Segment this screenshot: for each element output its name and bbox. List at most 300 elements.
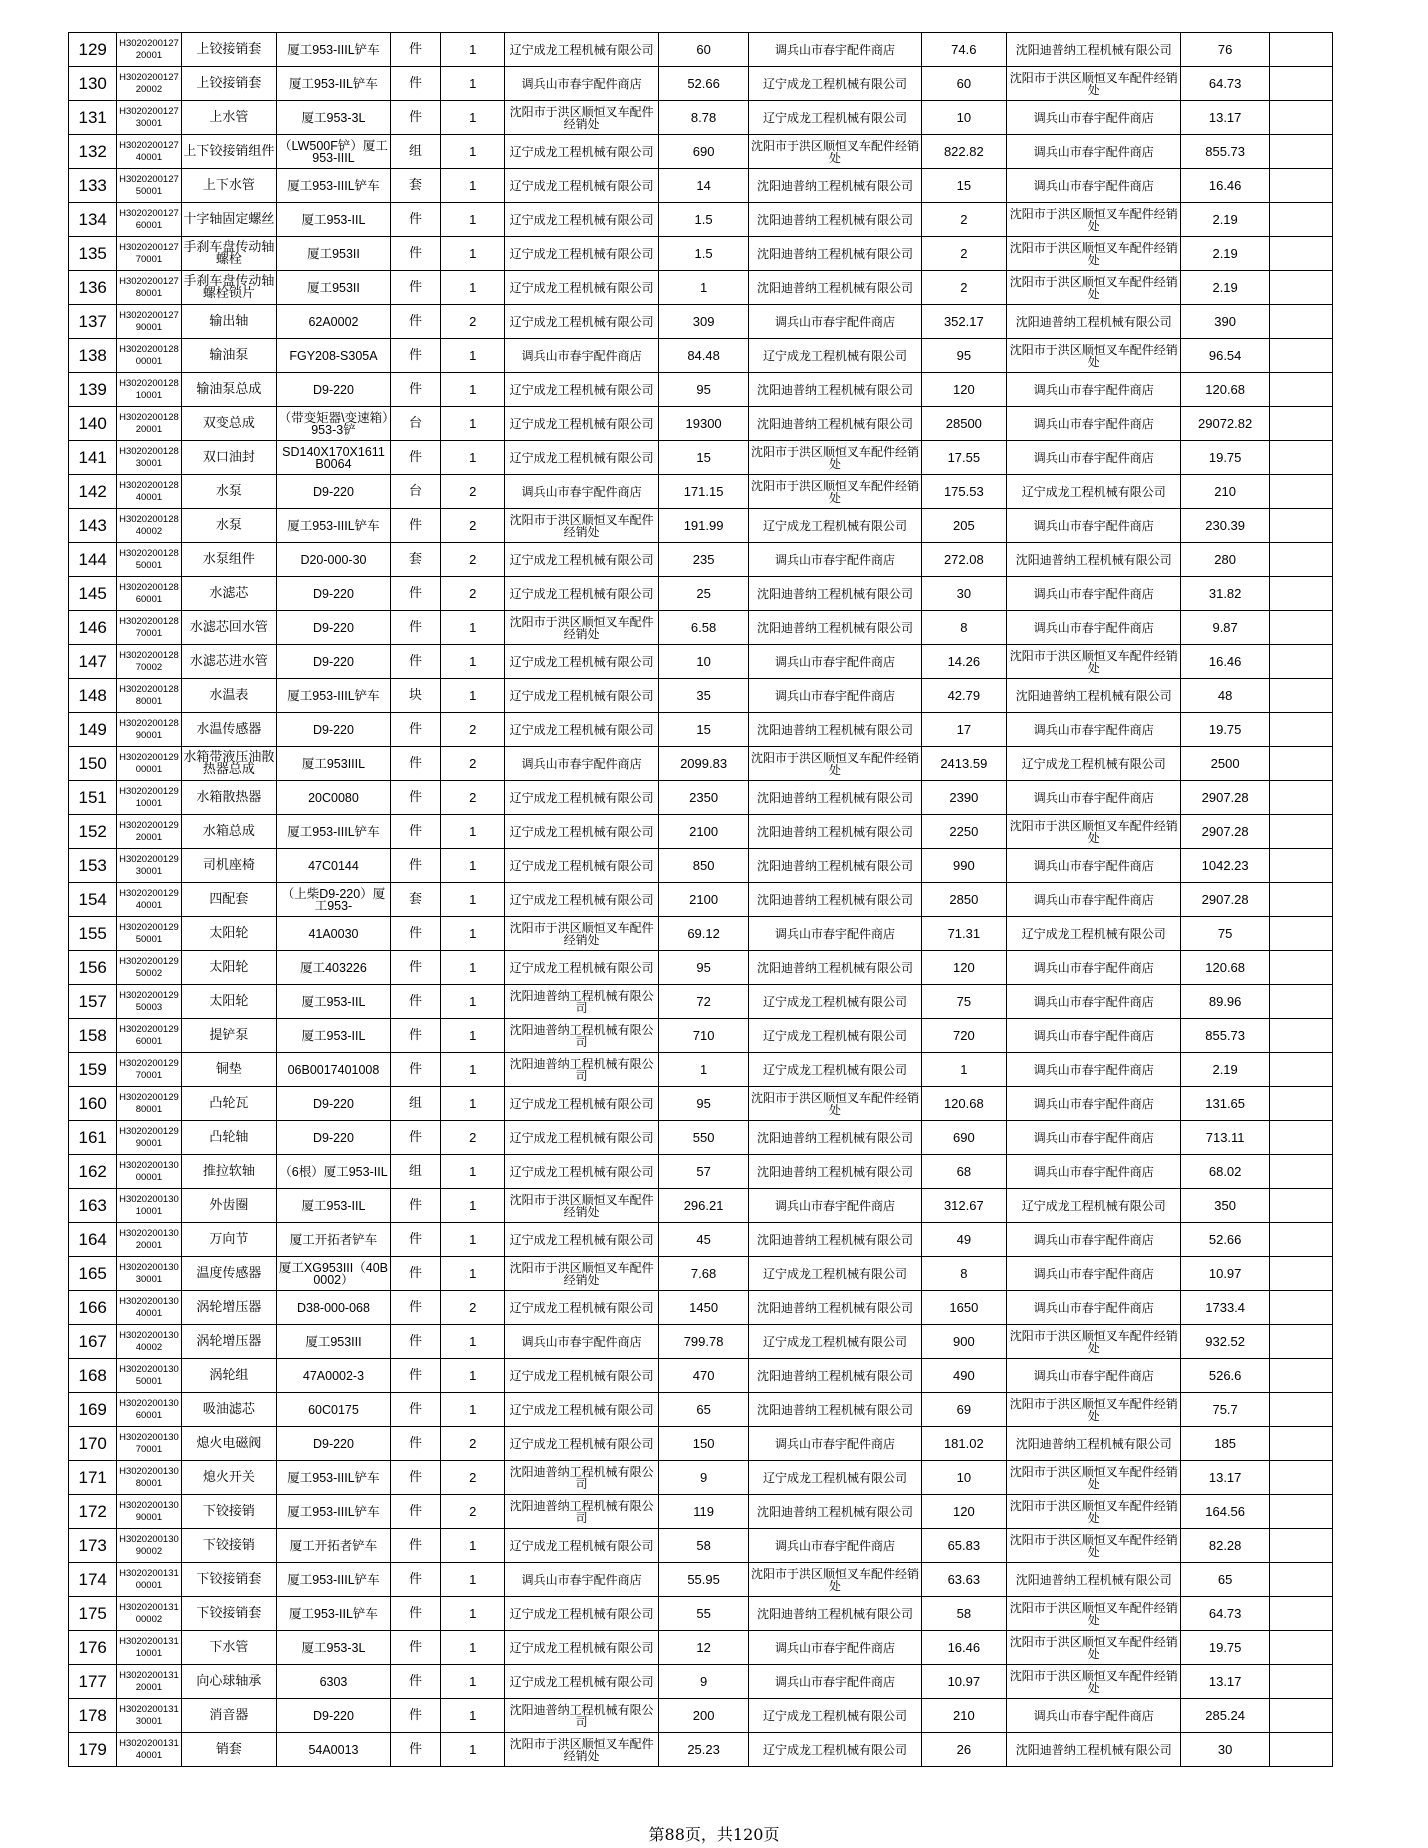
supplier-2-cell: 沈阳市于洪区顺恒叉车配件经销处 xyxy=(749,747,921,781)
supplier-1-cell: 沈阳市于洪区顺恒叉车配件经销处 xyxy=(505,611,659,645)
table-row xyxy=(69,475,1333,509)
price-3-cell: 230.39 xyxy=(1181,509,1269,543)
supplier-2-cell: 辽宁成龙工程机械有限公司 xyxy=(749,985,921,1019)
price-2-cell: 352.17 xyxy=(921,305,1006,339)
table-row xyxy=(69,1461,1333,1495)
part-name-cell: 上铰接销套 xyxy=(181,67,277,101)
supplier-1-cell: 辽宁成龙工程机械有限公司 xyxy=(505,951,659,985)
part-name-cell: 四配套 xyxy=(181,883,277,917)
row-number-cell: 138 xyxy=(69,339,117,373)
unit-cell: 套 xyxy=(390,169,440,203)
supplier-1-cell: 调兵山市春宇配件商店 xyxy=(505,339,659,373)
supplier-3-cell: 调兵山市春宇配件商店 xyxy=(1006,1359,1181,1393)
item-code-cell: H302020012950001 xyxy=(117,917,181,951)
price-3-cell: 120.68 xyxy=(1181,951,1269,985)
supplier-3-cell: 沈阳迪普纳工程机械有限公司 xyxy=(1006,679,1181,713)
row-number-cell: 143 xyxy=(69,509,117,543)
supplier-1-cell: 辽宁成龙工程机械有限公司 xyxy=(505,33,659,67)
table-row xyxy=(69,951,1333,985)
remarks-cell xyxy=(1269,339,1332,373)
price-2-cell: 14.26 xyxy=(921,645,1006,679)
supplier-3-cell: 调兵山市春宇配件商店 xyxy=(1006,1087,1181,1121)
table-row xyxy=(69,203,1333,237)
price-3-cell: 131.65 xyxy=(1181,1087,1269,1121)
part-name-cell: 涡轮增压器 xyxy=(181,1291,277,1325)
price-1-cell: 171.15 xyxy=(658,475,748,509)
row-number-cell: 141 xyxy=(69,441,117,475)
supplier-1-cell: 调兵山市春宇配件商店 xyxy=(505,1563,659,1597)
quantity-cell: 1 xyxy=(441,373,505,407)
model-spec-cell: 6303 xyxy=(277,1665,391,1699)
table-row xyxy=(69,1733,1333,1767)
price-1-cell: 25 xyxy=(658,577,748,611)
price-1-cell: 150 xyxy=(658,1427,748,1461)
part-name-cell: 下铰接销 xyxy=(181,1495,277,1529)
quantity-cell: 1 xyxy=(441,203,505,237)
row-number-cell: 147 xyxy=(69,645,117,679)
part-name-cell: 太阳轮 xyxy=(181,917,277,951)
supplier-1-cell: 辽宁成龙工程机械有限公司 xyxy=(505,1665,659,1699)
row-number-cell: 134 xyxy=(69,203,117,237)
supplier-2-cell: 调兵山市春宇配件商店 xyxy=(749,679,921,713)
price-1-cell: 15 xyxy=(658,441,748,475)
part-name-cell: 提铲泵 xyxy=(181,1019,277,1053)
supplier-2-cell: 辽宁成龙工程机械有限公司 xyxy=(749,1257,921,1291)
price-3-cell: 19.75 xyxy=(1181,441,1269,475)
price-2-cell: 15 xyxy=(921,169,1006,203)
supplier-2-cell: 辽宁成龙工程机械有限公司 xyxy=(749,1461,921,1495)
model-spec-cell: 厦工953-IIIL铲车 xyxy=(277,33,391,67)
price-2-cell: 120.68 xyxy=(921,1087,1006,1121)
part-name-cell: 上铰接销套 xyxy=(181,33,277,67)
table-row xyxy=(69,169,1333,203)
model-spec-cell: 厦工XG953III（40B0002） xyxy=(277,1257,391,1291)
part-name-cell: 下铰接销套 xyxy=(181,1563,277,1597)
table-row xyxy=(69,407,1333,441)
supplier-2-cell: 调兵山市春宇配件商店 xyxy=(749,1665,921,1699)
price-3-cell: 855.73 xyxy=(1181,1019,1269,1053)
supplier-3-cell: 调兵山市春宇配件商店 xyxy=(1006,169,1181,203)
price-2-cell: 1650 xyxy=(921,1291,1006,1325)
unit-cell: 件 xyxy=(390,985,440,1019)
supplier-3-cell: 沈阳迪普纳工程机械有限公司 xyxy=(1006,1563,1181,1597)
quantity-cell: 1 xyxy=(441,1053,505,1087)
supplier-1-cell: 辽宁成龙工程机械有限公司 xyxy=(505,1087,659,1121)
supplier-3-cell: 沈阳市于洪区顺恒叉车配件经销处 xyxy=(1006,339,1181,373)
price-2-cell: 95 xyxy=(921,339,1006,373)
quantity-cell: 1 xyxy=(441,1359,505,1393)
row-number-cell: 156 xyxy=(69,951,117,985)
model-spec-cell: 厦工953-3L xyxy=(277,1631,391,1665)
table-row xyxy=(69,1053,1333,1087)
price-2-cell: 60 xyxy=(921,67,1006,101)
model-spec-cell: 厦工403226 xyxy=(277,951,391,985)
model-spec-cell: 厦工953II xyxy=(277,271,391,305)
part-name-cell: 水滤芯回水管 xyxy=(181,611,277,645)
part-name-cell: 双口油封 xyxy=(181,441,277,475)
row-number-cell: 177 xyxy=(69,1665,117,1699)
remarks-cell xyxy=(1269,1189,1332,1223)
model-spec-cell: （上柴D9-220）厦工953- xyxy=(277,883,391,917)
price-2-cell: 990 xyxy=(921,849,1006,883)
price-1-cell: 14 xyxy=(658,169,748,203)
price-1-cell: 7.68 xyxy=(658,1257,748,1291)
part-name-cell: 熄火电磁阀 xyxy=(181,1427,277,1461)
price-2-cell: 120 xyxy=(921,1495,1006,1529)
unit-cell: 件 xyxy=(390,1699,440,1733)
item-code-cell: H302020012740001 xyxy=(117,135,181,169)
row-number-cell: 149 xyxy=(69,713,117,747)
price-3-cell: 932.52 xyxy=(1181,1325,1269,1359)
table-row xyxy=(69,1325,1333,1359)
remarks-cell xyxy=(1269,1631,1332,1665)
part-name-cell: 温度传感器 xyxy=(181,1257,277,1291)
quantity-cell: 1 xyxy=(441,1393,505,1427)
price-2-cell: 2250 xyxy=(921,815,1006,849)
supplier-2-cell: 调兵山市春宇配件商店 xyxy=(749,305,921,339)
remarks-cell xyxy=(1269,1257,1332,1291)
row-number-cell: 133 xyxy=(69,169,117,203)
supplier-1-cell: 辽宁成龙工程机械有限公司 xyxy=(505,543,659,577)
remarks-cell xyxy=(1269,611,1332,645)
item-code-cell: H302020012960001 xyxy=(117,1019,181,1053)
price-2-cell: 17.55 xyxy=(921,441,1006,475)
supplier-3-cell: 调兵山市春宇配件商店 xyxy=(1006,407,1181,441)
price-1-cell: 25.23 xyxy=(658,1733,748,1767)
supplier-3-cell: 沈阳市于洪区顺恒叉车配件经销处 xyxy=(1006,1495,1181,1529)
supplier-2-cell: 沈阳迪普纳工程机械有限公司 xyxy=(749,849,921,883)
footer-suffix: 页 xyxy=(763,1825,780,1844)
part-name-cell: 下铰接销 xyxy=(181,1529,277,1563)
supplier-2-cell: 辽宁成龙工程机械有限公司 xyxy=(749,67,921,101)
supplier-3-cell: 沈阳市于洪区顺恒叉车配件经销处 xyxy=(1006,815,1181,849)
row-number-cell: 132 xyxy=(69,135,117,169)
supplier-3-cell: 调兵山市春宇配件商店 xyxy=(1006,713,1181,747)
supplier-1-cell: 辽宁成龙工程机械有限公司 xyxy=(505,713,659,747)
part-name-cell: 上下铰接销组件 xyxy=(181,135,277,169)
quantity-cell: 2 xyxy=(441,1121,505,1155)
supplier-2-cell: 辽宁成龙工程机械有限公司 xyxy=(749,101,921,135)
part-name-cell: 万向节 xyxy=(181,1223,277,1257)
item-code-cell: H302020012900001 xyxy=(117,747,181,781)
table-row xyxy=(69,101,1333,135)
price-1-cell: 119 xyxy=(658,1495,748,1529)
supplier-1-cell: 辽宁成龙工程机械有限公司 xyxy=(505,577,659,611)
remarks-cell xyxy=(1269,441,1332,475)
model-spec-cell: （6根）厦工953-IIL xyxy=(277,1155,391,1189)
unit-cell: 台 xyxy=(390,475,440,509)
item-code-cell: H302020012890001 xyxy=(117,713,181,747)
row-number-cell: 148 xyxy=(69,679,117,713)
price-1-cell: 19300 xyxy=(658,407,748,441)
quantity-cell: 1 xyxy=(441,1155,505,1189)
remarks-cell xyxy=(1269,1427,1332,1461)
quantity-cell: 1 xyxy=(441,1529,505,1563)
price-3-cell: 2.19 xyxy=(1181,271,1269,305)
supplier-2-cell: 沈阳市于洪区顺恒叉车配件经销处 xyxy=(749,1563,921,1597)
table-row xyxy=(69,679,1333,713)
supplier-3-cell: 沈阳市于洪区顺恒叉车配件经销处 xyxy=(1006,1461,1181,1495)
unit-cell: 件 xyxy=(390,1393,440,1427)
row-number-cell: 168 xyxy=(69,1359,117,1393)
item-code-cell: H302020012920001 xyxy=(117,815,181,849)
price-1-cell: 690 xyxy=(658,135,748,169)
price-1-cell: 84.48 xyxy=(658,339,748,373)
row-number-cell: 137 xyxy=(69,305,117,339)
remarks-cell xyxy=(1269,577,1332,611)
quantity-cell: 2 xyxy=(441,509,505,543)
item-code-cell: H302020012970001 xyxy=(117,1053,181,1087)
supplier-3-cell: 沈阳市于洪区顺恒叉车配件经销处 xyxy=(1006,237,1181,271)
item-code-cell: H302020012780001 xyxy=(117,271,181,305)
price-1-cell: 2100 xyxy=(658,815,748,849)
supplier-2-cell: 调兵山市春宇配件商店 xyxy=(749,33,921,67)
model-spec-cell: 厦工953-IIL铲车 xyxy=(277,67,391,101)
model-spec-cell: 厦工953-IIIL铲车 xyxy=(277,1495,391,1529)
unit-cell: 件 xyxy=(390,237,440,271)
supplier-2-cell: 沈阳迪普纳工程机械有限公司 xyxy=(749,373,921,407)
model-spec-cell: 厦工953-IIIL铲车 xyxy=(277,1461,391,1495)
item-code-cell: H302020012950003 xyxy=(117,985,181,1019)
part-name-cell: 外齿圈 xyxy=(181,1189,277,1223)
supplier-1-cell: 调兵山市春宇配件商店 xyxy=(505,67,659,101)
row-number-cell: 154 xyxy=(69,883,117,917)
quantity-cell: 1 xyxy=(441,883,505,917)
price-3-cell: 65 xyxy=(1181,1563,1269,1597)
price-2-cell: 205 xyxy=(921,509,1006,543)
price-2-cell: 30 xyxy=(921,577,1006,611)
price-2-cell: 42.79 xyxy=(921,679,1006,713)
remarks-cell xyxy=(1269,1155,1332,1189)
table-row xyxy=(69,441,1333,475)
row-number-cell: 172 xyxy=(69,1495,117,1529)
supplier-2-cell: 沈阳市于洪区顺恒叉车配件经销处 xyxy=(749,1087,921,1121)
supplier-1-cell: 辽宁成龙工程机械有限公司 xyxy=(505,135,659,169)
model-spec-cell: SD140X170X1611B0064 xyxy=(277,441,391,475)
price-1-cell: 470 xyxy=(658,1359,748,1393)
item-code-cell: H302020012910001 xyxy=(117,781,181,815)
price-2-cell: 63.63 xyxy=(921,1563,1006,1597)
price-3-cell: 713.11 xyxy=(1181,1121,1269,1155)
remarks-cell xyxy=(1269,1359,1332,1393)
price-1-cell: 60 xyxy=(658,33,748,67)
part-name-cell: 熄火开关 xyxy=(181,1461,277,1495)
row-number-cell: 160 xyxy=(69,1087,117,1121)
supplier-3-cell: 沈阳市于洪区顺恒叉车配件经销处 xyxy=(1006,1631,1181,1665)
supplier-1-cell: 沈阳市于洪区顺恒叉车配件经销处 xyxy=(505,101,659,135)
unit-cell: 件 xyxy=(390,1359,440,1393)
unit-cell: 件 xyxy=(390,917,440,951)
remarks-cell xyxy=(1269,1665,1332,1699)
unit-cell: 件 xyxy=(390,101,440,135)
unit-cell: 件 xyxy=(390,305,440,339)
row-number-cell: 159 xyxy=(69,1053,117,1087)
price-3-cell: 2907.28 xyxy=(1181,781,1269,815)
price-3-cell: 1042.23 xyxy=(1181,849,1269,883)
remarks-cell xyxy=(1269,747,1332,781)
item-code-cell: H302020013130001 xyxy=(117,1699,181,1733)
table-row xyxy=(69,1427,1333,1461)
supplier-2-cell: 沈阳迪普纳工程机械有限公司 xyxy=(749,611,921,645)
row-number-cell: 136 xyxy=(69,271,117,305)
price-2-cell: 1 xyxy=(921,1053,1006,1087)
supplier-3-cell: 沈阳市于洪区顺恒叉车配件经销处 xyxy=(1006,1665,1181,1699)
quantity-cell: 1 xyxy=(441,407,505,441)
unit-cell: 件 xyxy=(390,373,440,407)
supplier-1-cell: 辽宁成龙工程机械有限公司 xyxy=(505,407,659,441)
quantity-cell: 1 xyxy=(441,1563,505,1597)
price-1-cell: 58 xyxy=(658,1529,748,1563)
supplier-1-cell: 辽宁成龙工程机械有限公司 xyxy=(505,271,659,305)
item-code-cell: H302020012750001 xyxy=(117,169,181,203)
model-spec-cell: 54A0013 xyxy=(277,1733,391,1767)
supplier-1-cell: 辽宁成龙工程机械有限公司 xyxy=(505,781,659,815)
quantity-cell: 2 xyxy=(441,577,505,611)
supplier-3-cell: 沈阳市于洪区顺恒叉车配件经销处 xyxy=(1006,1529,1181,1563)
price-2-cell: 10 xyxy=(921,1461,1006,1495)
supplier-3-cell: 调兵山市春宇配件商店 xyxy=(1006,883,1181,917)
part-name-cell: 水滤芯 xyxy=(181,577,277,611)
remarks-cell xyxy=(1269,1325,1332,1359)
item-code-cell: H302020012870001 xyxy=(117,611,181,645)
footer-page-number: 88 xyxy=(664,1825,685,1844)
model-spec-cell: 厦工953III xyxy=(277,1325,391,1359)
table-row xyxy=(69,1087,1333,1121)
supplier-3-cell: 沈阳迪普纳工程机械有限公司 xyxy=(1006,305,1181,339)
supplier-3-cell: 调兵山市春宇配件商店 xyxy=(1006,1019,1181,1053)
row-number-cell: 178 xyxy=(69,1699,117,1733)
unit-cell: 件 xyxy=(390,509,440,543)
supplier-2-cell: 沈阳迪普纳工程机械有限公司 xyxy=(749,1393,921,1427)
supplier-1-cell: 沈阳市于洪区顺恒叉车配件经销处 xyxy=(505,1733,659,1767)
table-row xyxy=(69,1155,1333,1189)
remarks-cell xyxy=(1269,203,1332,237)
supplier-1-cell: 辽宁成龙工程机械有限公司 xyxy=(505,1121,659,1155)
price-3-cell: 16.46 xyxy=(1181,169,1269,203)
table-row xyxy=(69,509,1333,543)
supplier-2-cell: 沈阳市于洪区顺恒叉车配件经销处 xyxy=(749,441,921,475)
unit-cell: 件 xyxy=(390,1189,440,1223)
price-3-cell: 13.17 xyxy=(1181,1665,1269,1699)
row-number-cell: 163 xyxy=(69,1189,117,1223)
unit-cell: 件 xyxy=(390,203,440,237)
price-2-cell: 58 xyxy=(921,1597,1006,1631)
part-name-cell: 下铰接销套 xyxy=(181,1597,277,1631)
table-row xyxy=(69,33,1333,67)
quantity-cell: 1 xyxy=(441,1019,505,1053)
remarks-cell xyxy=(1269,475,1332,509)
part-name-cell: 凸轮轴 xyxy=(181,1121,277,1155)
supplier-1-cell: 辽宁成龙工程机械有限公司 xyxy=(505,815,659,849)
table-row xyxy=(69,305,1333,339)
supplier-3-cell: 沈阳市于洪区顺恒叉车配件经销处 xyxy=(1006,67,1181,101)
quantity-cell: 1 xyxy=(441,645,505,679)
page-footer xyxy=(0,1822,1428,1845)
unit-cell: 块 xyxy=(390,679,440,713)
price-2-cell: 2390 xyxy=(921,781,1006,815)
model-spec-cell: D38-000-068 xyxy=(277,1291,391,1325)
table-row xyxy=(69,1291,1333,1325)
table-row xyxy=(69,1699,1333,1733)
row-number-cell: 169 xyxy=(69,1393,117,1427)
supplier-2-cell: 沈阳迪普纳工程机械有限公司 xyxy=(749,1223,921,1257)
price-2-cell: 900 xyxy=(921,1325,1006,1359)
price-3-cell: 185 xyxy=(1181,1427,1269,1461)
item-code-cell: H302020013060001 xyxy=(117,1393,181,1427)
price-2-cell: 65.83 xyxy=(921,1529,1006,1563)
model-spec-cell: D9-220 xyxy=(277,1121,391,1155)
price-3-cell: 210 xyxy=(1181,475,1269,509)
supplier-1-cell: 调兵山市春宇配件商店 xyxy=(505,475,659,509)
price-3-cell: 1733.4 xyxy=(1181,1291,1269,1325)
unit-cell: 件 xyxy=(390,1427,440,1461)
price-3-cell: 31.82 xyxy=(1181,577,1269,611)
supplier-3-cell: 调兵山市春宇配件商店 xyxy=(1006,373,1181,407)
remarks-cell xyxy=(1269,169,1332,203)
item-code-cell: H302020012760001 xyxy=(117,203,181,237)
price-3-cell: 13.17 xyxy=(1181,101,1269,135)
item-code-cell: H302020013070001 xyxy=(117,1427,181,1461)
quantity-cell: 1 xyxy=(441,67,505,101)
supplier-2-cell: 沈阳迪普纳工程机械有限公司 xyxy=(749,1121,921,1155)
part-name-cell: 消音器 xyxy=(181,1699,277,1733)
table-row xyxy=(69,1563,1333,1597)
supplier-2-cell: 辽宁成龙工程机械有限公司 xyxy=(749,339,921,373)
item-code-cell: H302020012860001 xyxy=(117,577,181,611)
supplier-2-cell: 辽宁成龙工程机械有限公司 xyxy=(749,509,921,543)
remarks-cell xyxy=(1269,1019,1332,1053)
supplier-2-cell: 辽宁成龙工程机械有限公司 xyxy=(749,1019,921,1053)
price-3-cell: 82.28 xyxy=(1181,1529,1269,1563)
row-number-cell: 145 xyxy=(69,577,117,611)
quantity-cell: 1 xyxy=(441,1189,505,1223)
price-1-cell: 710 xyxy=(658,1019,748,1053)
supplier-2-cell: 沈阳市于洪区顺恒叉车配件经销处 xyxy=(749,135,921,169)
remarks-cell xyxy=(1269,1563,1332,1597)
supplier-3-cell: 沈阳市于洪区顺恒叉车配件经销处 xyxy=(1006,271,1181,305)
supplier-1-cell: 辽宁成龙工程机械有限公司 xyxy=(505,1427,659,1461)
model-spec-cell: 41A0030 xyxy=(277,917,391,951)
table-row xyxy=(69,135,1333,169)
row-number-cell: 157 xyxy=(69,985,117,1019)
quantity-cell: 2 xyxy=(441,305,505,339)
unit-cell: 件 xyxy=(390,611,440,645)
remarks-cell xyxy=(1269,135,1332,169)
part-name-cell: 水泵 xyxy=(181,475,277,509)
supplier-2-cell: 沈阳市于洪区顺恒叉车配件经销处 xyxy=(749,475,921,509)
price-1-cell: 9 xyxy=(658,1665,748,1699)
quantity-cell: 2 xyxy=(441,713,505,747)
model-spec-cell: 厦工953-IIIL铲车 xyxy=(277,1563,391,1597)
unit-cell: 件 xyxy=(390,747,440,781)
supplier-2-cell: 沈阳迪普纳工程机械有限公司 xyxy=(749,203,921,237)
price-1-cell: 200 xyxy=(658,1699,748,1733)
price-2-cell: 2850 xyxy=(921,883,1006,917)
table-row xyxy=(69,271,1333,305)
supplier-3-cell: 沈阳市于洪区顺恒叉车配件经销处 xyxy=(1006,645,1181,679)
row-number-cell: 142 xyxy=(69,475,117,509)
model-spec-cell: 06B0017401008 xyxy=(277,1053,391,1087)
table-row xyxy=(69,849,1333,883)
part-name-cell: 十字轴固定螺丝 xyxy=(181,203,277,237)
supplier-2-cell: 沈阳迪普纳工程机械有限公司 xyxy=(749,883,921,917)
price-2-cell: 120 xyxy=(921,951,1006,985)
price-1-cell: 55 xyxy=(658,1597,748,1631)
table-row xyxy=(69,1631,1333,1665)
remarks-cell xyxy=(1269,1733,1332,1767)
remarks-cell xyxy=(1269,849,1332,883)
item-code-cell: H302020012850001 xyxy=(117,543,181,577)
